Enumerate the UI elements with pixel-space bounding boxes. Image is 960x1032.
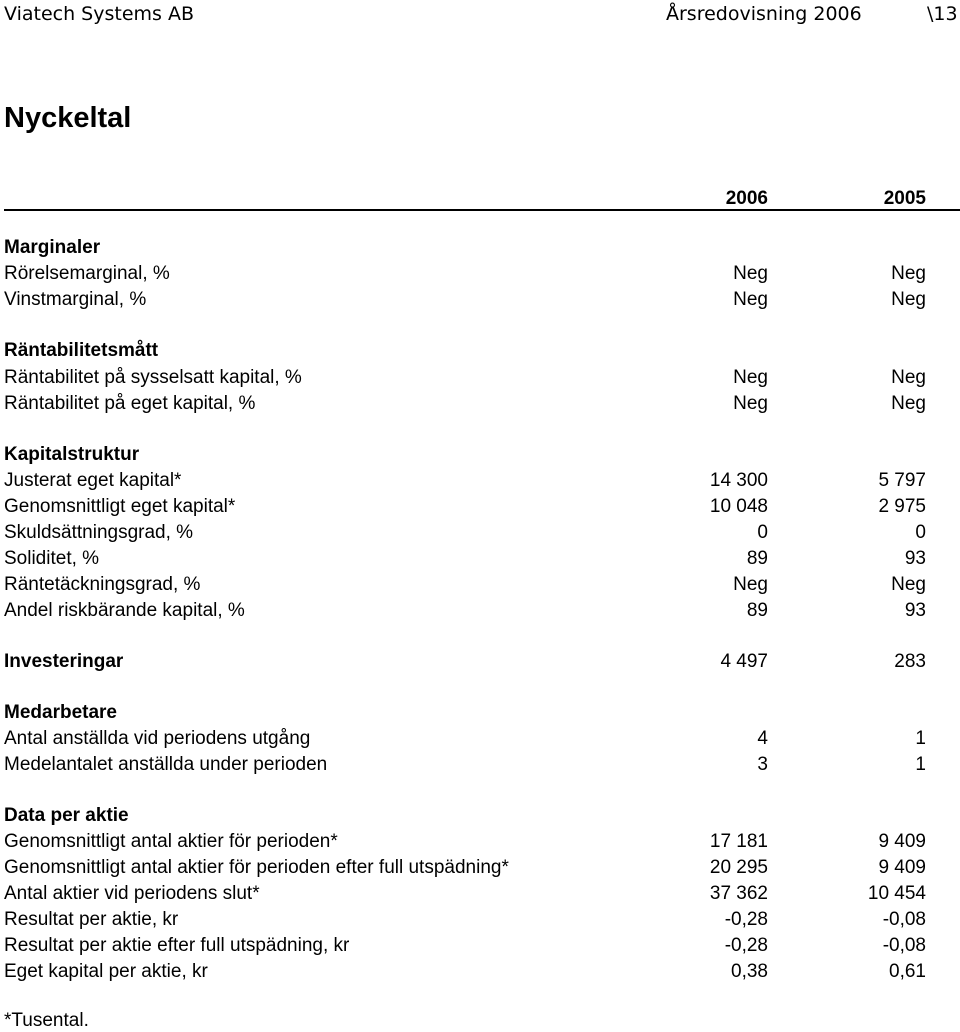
section-heading-row	[0, 805, 960, 831]
row-label: Räntabilitet på sysselsatt kapital, %	[4, 367, 302, 388]
value-2005: 9 409	[878, 831, 926, 852]
value-2006: Neg	[733, 367, 768, 388]
value-2005: Neg	[891, 367, 926, 388]
row-label: Resultat per aktie efter full utspädning, kr	[4, 935, 350, 956]
value-2006: Neg	[733, 393, 768, 414]
table-row	[0, 883, 960, 909]
page-title: Nyckeltal	[4, 102, 132, 134]
table-row	[0, 367, 960, 393]
value-2005: 0	[915, 522, 926, 543]
section-heading: Marginaler	[4, 237, 101, 258]
row-label: Genomsnittligt antal aktier för perioden*	[4, 831, 338, 852]
value-2006: 0,38	[731, 961, 768, 982]
table-row	[0, 600, 960, 626]
row-label: Räntabilitet på eget kapital, %	[4, 393, 256, 414]
table-row	[0, 574, 960, 600]
value-2005: -0,08	[882, 909, 926, 930]
value-2005: 0,61	[889, 961, 926, 982]
value-2005: Neg	[891, 263, 926, 284]
table-row	[0, 909, 960, 935]
value-2005: 93	[904, 548, 926, 569]
value-2005: 2 975	[878, 496, 926, 517]
value-2005: 5 797	[878, 470, 926, 491]
value-2006: 10 048	[709, 496, 768, 517]
row-label: Medelantalet anställda under perioden	[4, 754, 328, 775]
year-column-2006: 2006	[725, 188, 768, 209]
value-2005: 1	[915, 754, 926, 775]
value-2006: 89	[746, 548, 768, 569]
row-label: Genomsnittligt antal aktier för perioden efter full utspädning*	[4, 857, 509, 878]
table-row	[0, 728, 960, 754]
row-label: Räntetäckningsgrad, %	[4, 574, 201, 595]
value-2005: 283	[894, 651, 926, 672]
footnote: *Tusental.	[4, 1010, 89, 1031]
value-2006: -0,28	[724, 935, 768, 956]
value-2006: -0,28	[724, 909, 768, 930]
section-heading: Data per aktie	[4, 805, 129, 826]
table-row	[0, 754, 960, 780]
report-title: Årsredovisning 2006	[666, 3, 862, 25]
value-2006: Neg	[733, 574, 768, 595]
section-heading-row	[0, 340, 960, 366]
row-label: Resultat per aktie, kr	[4, 909, 179, 930]
value-2006: 0	[757, 522, 768, 543]
value-2006: 14 300	[709, 470, 768, 491]
value-2005: 1	[915, 728, 926, 749]
year-column-2005: 2005	[883, 188, 926, 209]
table-row	[0, 289, 960, 315]
table-row	[0, 522, 960, 548]
value-2006: 4 497	[720, 651, 768, 672]
row-label: Rörelsemarginal, %	[4, 263, 170, 284]
value-2005: 9 409	[878, 857, 926, 878]
value-2005: Neg	[891, 393, 926, 414]
table-row	[0, 393, 960, 419]
value-2006: 89	[746, 600, 768, 621]
section-heading: Medarbetare	[4, 702, 117, 723]
row-label: Eget kapital per aktie, kr	[4, 961, 208, 982]
value-2006: Neg	[733, 263, 768, 284]
table-row	[0, 961, 960, 987]
value-2005: 93	[904, 600, 926, 621]
row-label: Justerat eget kapital*	[4, 470, 182, 491]
row-label: Antal aktier vid periodens slut*	[4, 883, 260, 904]
value-2006: Neg	[733, 289, 768, 310]
table-row	[0, 935, 960, 961]
table-row	[0, 548, 960, 574]
company-name: Viatech Systems AB	[4, 3, 194, 25]
value-2006: 17 181	[709, 831, 768, 852]
row-label: Soliditet, %	[4, 548, 100, 569]
value-2005: -0,08	[882, 935, 926, 956]
section-heading-row	[0, 237, 960, 263]
section-heading: Investeringar	[4, 651, 124, 672]
section-heading-row	[0, 444, 960, 470]
row-label: Antal anställda vid periodens utgång	[4, 728, 311, 749]
table-row	[0, 831, 960, 857]
row-label: Skuldsättningsgrad, %	[4, 522, 194, 543]
section-heading: Räntabilitetsmått	[4, 340, 159, 361]
row-label: Genomsnittligt eget kapital*	[4, 496, 236, 517]
value-2005: 10 454	[867, 883, 926, 904]
table-row	[0, 263, 960, 289]
value-2006: 37 362	[709, 883, 768, 904]
page-number: \13	[927, 3, 958, 25]
table-row	[0, 496, 960, 522]
value-2005: Neg	[891, 289, 926, 310]
section-heading: Kapitalstruktur	[4, 444, 140, 465]
row-label: Andel riskbärande kapital, %	[4, 600, 245, 621]
value-2006: 4	[757, 728, 768, 749]
row-label: Vinstmarginal, %	[4, 289, 147, 310]
table-row	[0, 857, 960, 883]
section-heading-row	[0, 702, 960, 728]
value-2006: 3	[757, 754, 768, 775]
value-2006: 20 295	[709, 857, 768, 878]
value-2005: Neg	[891, 574, 926, 595]
table-row	[0, 470, 960, 496]
section-heading-row	[0, 651, 960, 677]
